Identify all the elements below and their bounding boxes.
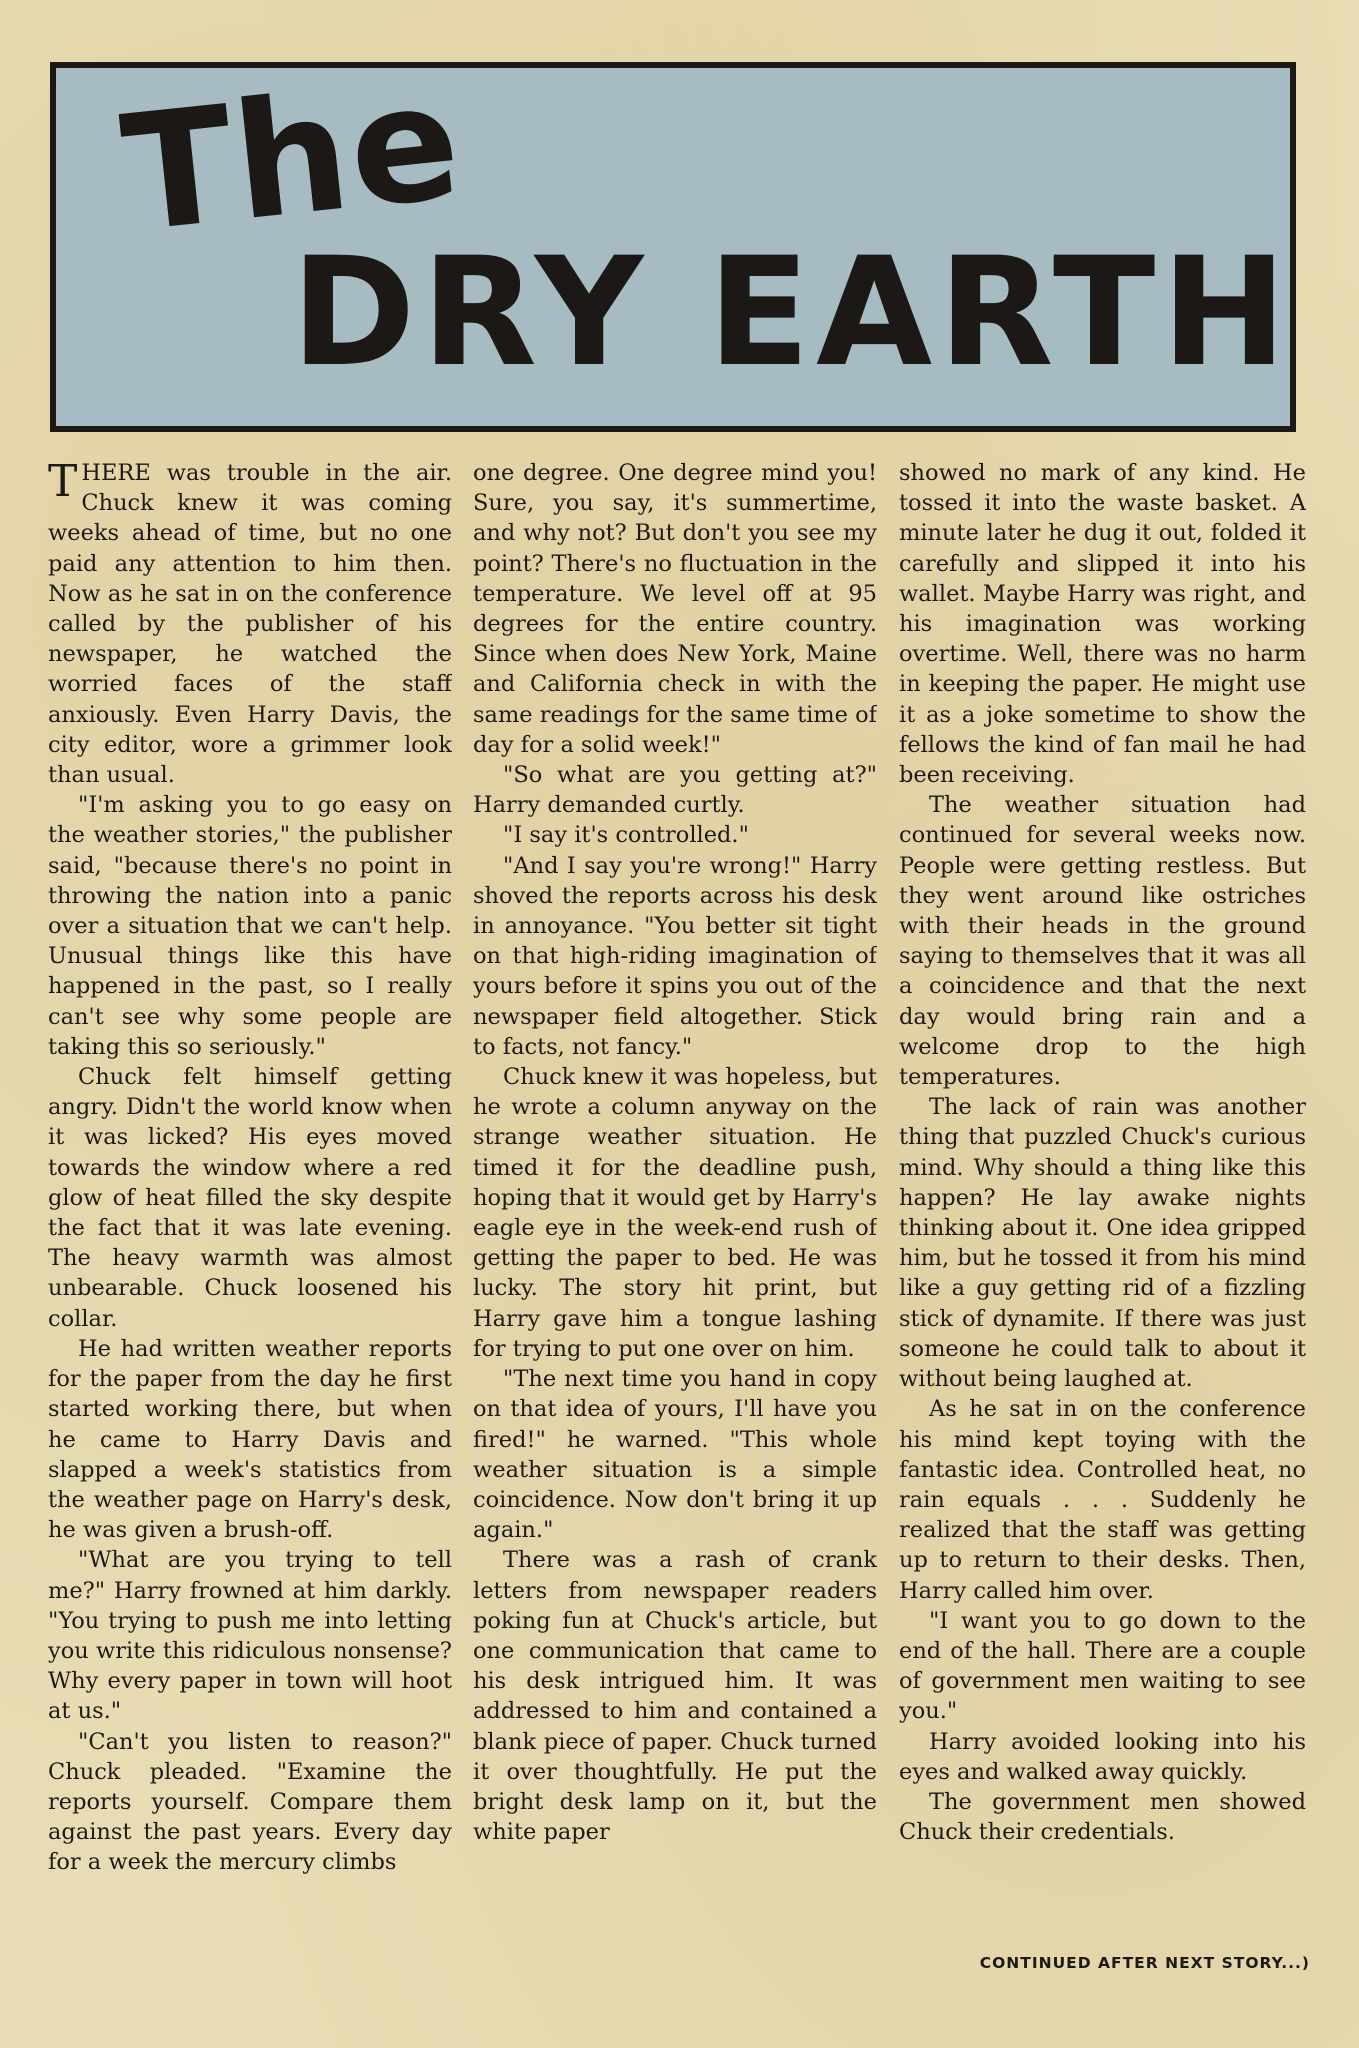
story-paragraph: Chuck felt himself getting angry. Didn't the world know when it was licked? His eyes moved towards the window where a red glow of heat filled the sky despite the fact that it was late evening. The heavy warmth was almost unbearable. Chuck loosened his collar.: [48, 1064, 452, 1332]
story-column-2: [473, 458, 877, 1918]
story-paragraph: "I want you to go down to the end of the hall. There are a couple of government men waiting to see you.": [899, 1607, 1306, 1725]
story-paragraph: The weather situation had continued for several weeks now. People were getting restless. But they went around like ostriches with their heads in the ground saying to themselves that it was all a coincidence and that the next day would bring rain and a welcome drop to the high temperatures.: [899, 792, 1306, 1091]
continued-note: CONTINUED AFTER NEXT STORY...): [979, 1954, 1310, 1972]
story-paragraph: He had written weather reports for the paper from the day he first started working there, but when he came to Harry Davis and slapped a week's statistics from the weather page on Harry's desk, he was given a brush-off.: [48, 1335, 452, 1544]
story-paragraph: "Can't you listen to reason?" Chuck pleaded. "Examine the reports yourself. Compare them against the past years. Every day for a week the mercury climbs: [48, 1728, 452, 1876]
story-paragraph: "And I say you're wrong!" Harry shoved the reports across his desk in annoyance. "You better sit tight on that high-riding imagination of yours before it spins you out of the newspaper field altogether. Stick to facts, not fancy.": [473, 852, 877, 1060]
story-paragraph: Harry avoided looking into his eyes and walked away quickly.: [899, 1728, 1306, 1785]
story-column-3: [899, 458, 1306, 1918]
story-paragraph: "What are you trying to tell me?" Harry frowned at him darkly. "You trying to push me into letting you write this ridiculous nonsense? Why every paper in town will hoot at us.": [48, 1547, 452, 1725]
story-paragraph: one degree. One degree mind you! Sure, you say, it's summertime, and why not? But don't you see my point? There's no fluctuation in the temperature. We level off at 95 degrees for the entire country. Since when does New York, Maine and California check in with the same readings for the same time of day for a solid week!": [473, 460, 877, 758]
drop-cap: T: [48, 458, 78, 507]
story-paragraph: There was a rash of crank letters from newspaper readers poking fun at Chuck's article, but one communication that came to his desk intrigued him. It was addressed to him and contained a blank piece of paper. Chuck turned it over thoughtfully. He put the bright desk lamp on it, but the white paper: [473, 1547, 877, 1846]
story-paragraph: Chuck knew it was hopeless, but he wrote a column anyway on the strange weather situation. He timed it for the deadline push, hoping that it would get by Harry's eagle eye in the week-end rush of getting the paper to bed. He was lucky. The story hit print, but Harry gave him a tongue lashing for trying to put one over on him.: [473, 1064, 877, 1362]
story-paragraph: THERE was trouble in the air. Chuck knew it was coming weeks ahead of time, but no one paid any attention to him then. Now as he sat in on the conference called by the publisher of his newspaper, he watched the worried faces of the staff anxiously. Even Harry Davis, the city editor, wore a grimmer look than usual.: [48, 458, 452, 789]
story-paragraph: "The next time you hand in copy on that idea of yours, I'll have you fired!" he warned. "This whole weather situation is a simple coincidence. Now don't bring it up again.": [473, 1366, 877, 1544]
title-panel: [50, 46, 1296, 432]
story-paragraph: As he sat in on the conference his mind kept toying with the fantastic idea. Controlled heat, no rain equals . . . Suddenly he realized that the staff was getting up to return to their desks. Then, Harry called him over.: [899, 1396, 1306, 1604]
story-paragraph: "So what are you getting at?" Harry demanded curtly.: [473, 762, 877, 819]
story-paragraph: "I'm asking you to go easy on the weather stories," the publisher said, "because there's no point in throwing the nation into a panic over a situation that we can't help. Unusual things like this have happened in the past, so I really can't see why some people are taking this so seriously.": [48, 792, 452, 1060]
title-line-the: The: [114, 46, 470, 269]
story-paragraph: The lack of rain was another thing that puzzled Chuck's curious mind. Why should a thing like this happen? He lay awake nights thinking about it. One idea gripped him, but he tossed it from his mind like a guy getting rid of a fizzling stick of dynamite. If there was just someone he could talk to about it without being laughed at.: [899, 1094, 1306, 1393]
title-line-dry-earth: DRY EARTH: [291, 226, 1293, 400]
story-paragraph: "I say it's controlled.": [503, 822, 749, 849]
story-column-1: [48, 458, 452, 1918]
story-paragraph: showed no mark of any kind. He tossed it into the waste basket. A minute later he dug it out, folded it carefully and slipped it into his wallet. Maybe Harry was right, and his imagination was working overtime. Well, there was no harm in keeping the paper. He might use it as a joke sometime to show the fellows the kind of fan mail he had been receiving.: [899, 460, 1306, 789]
story-paragraph: The government men showed Chuck their credentials.: [899, 1788, 1306, 1846]
